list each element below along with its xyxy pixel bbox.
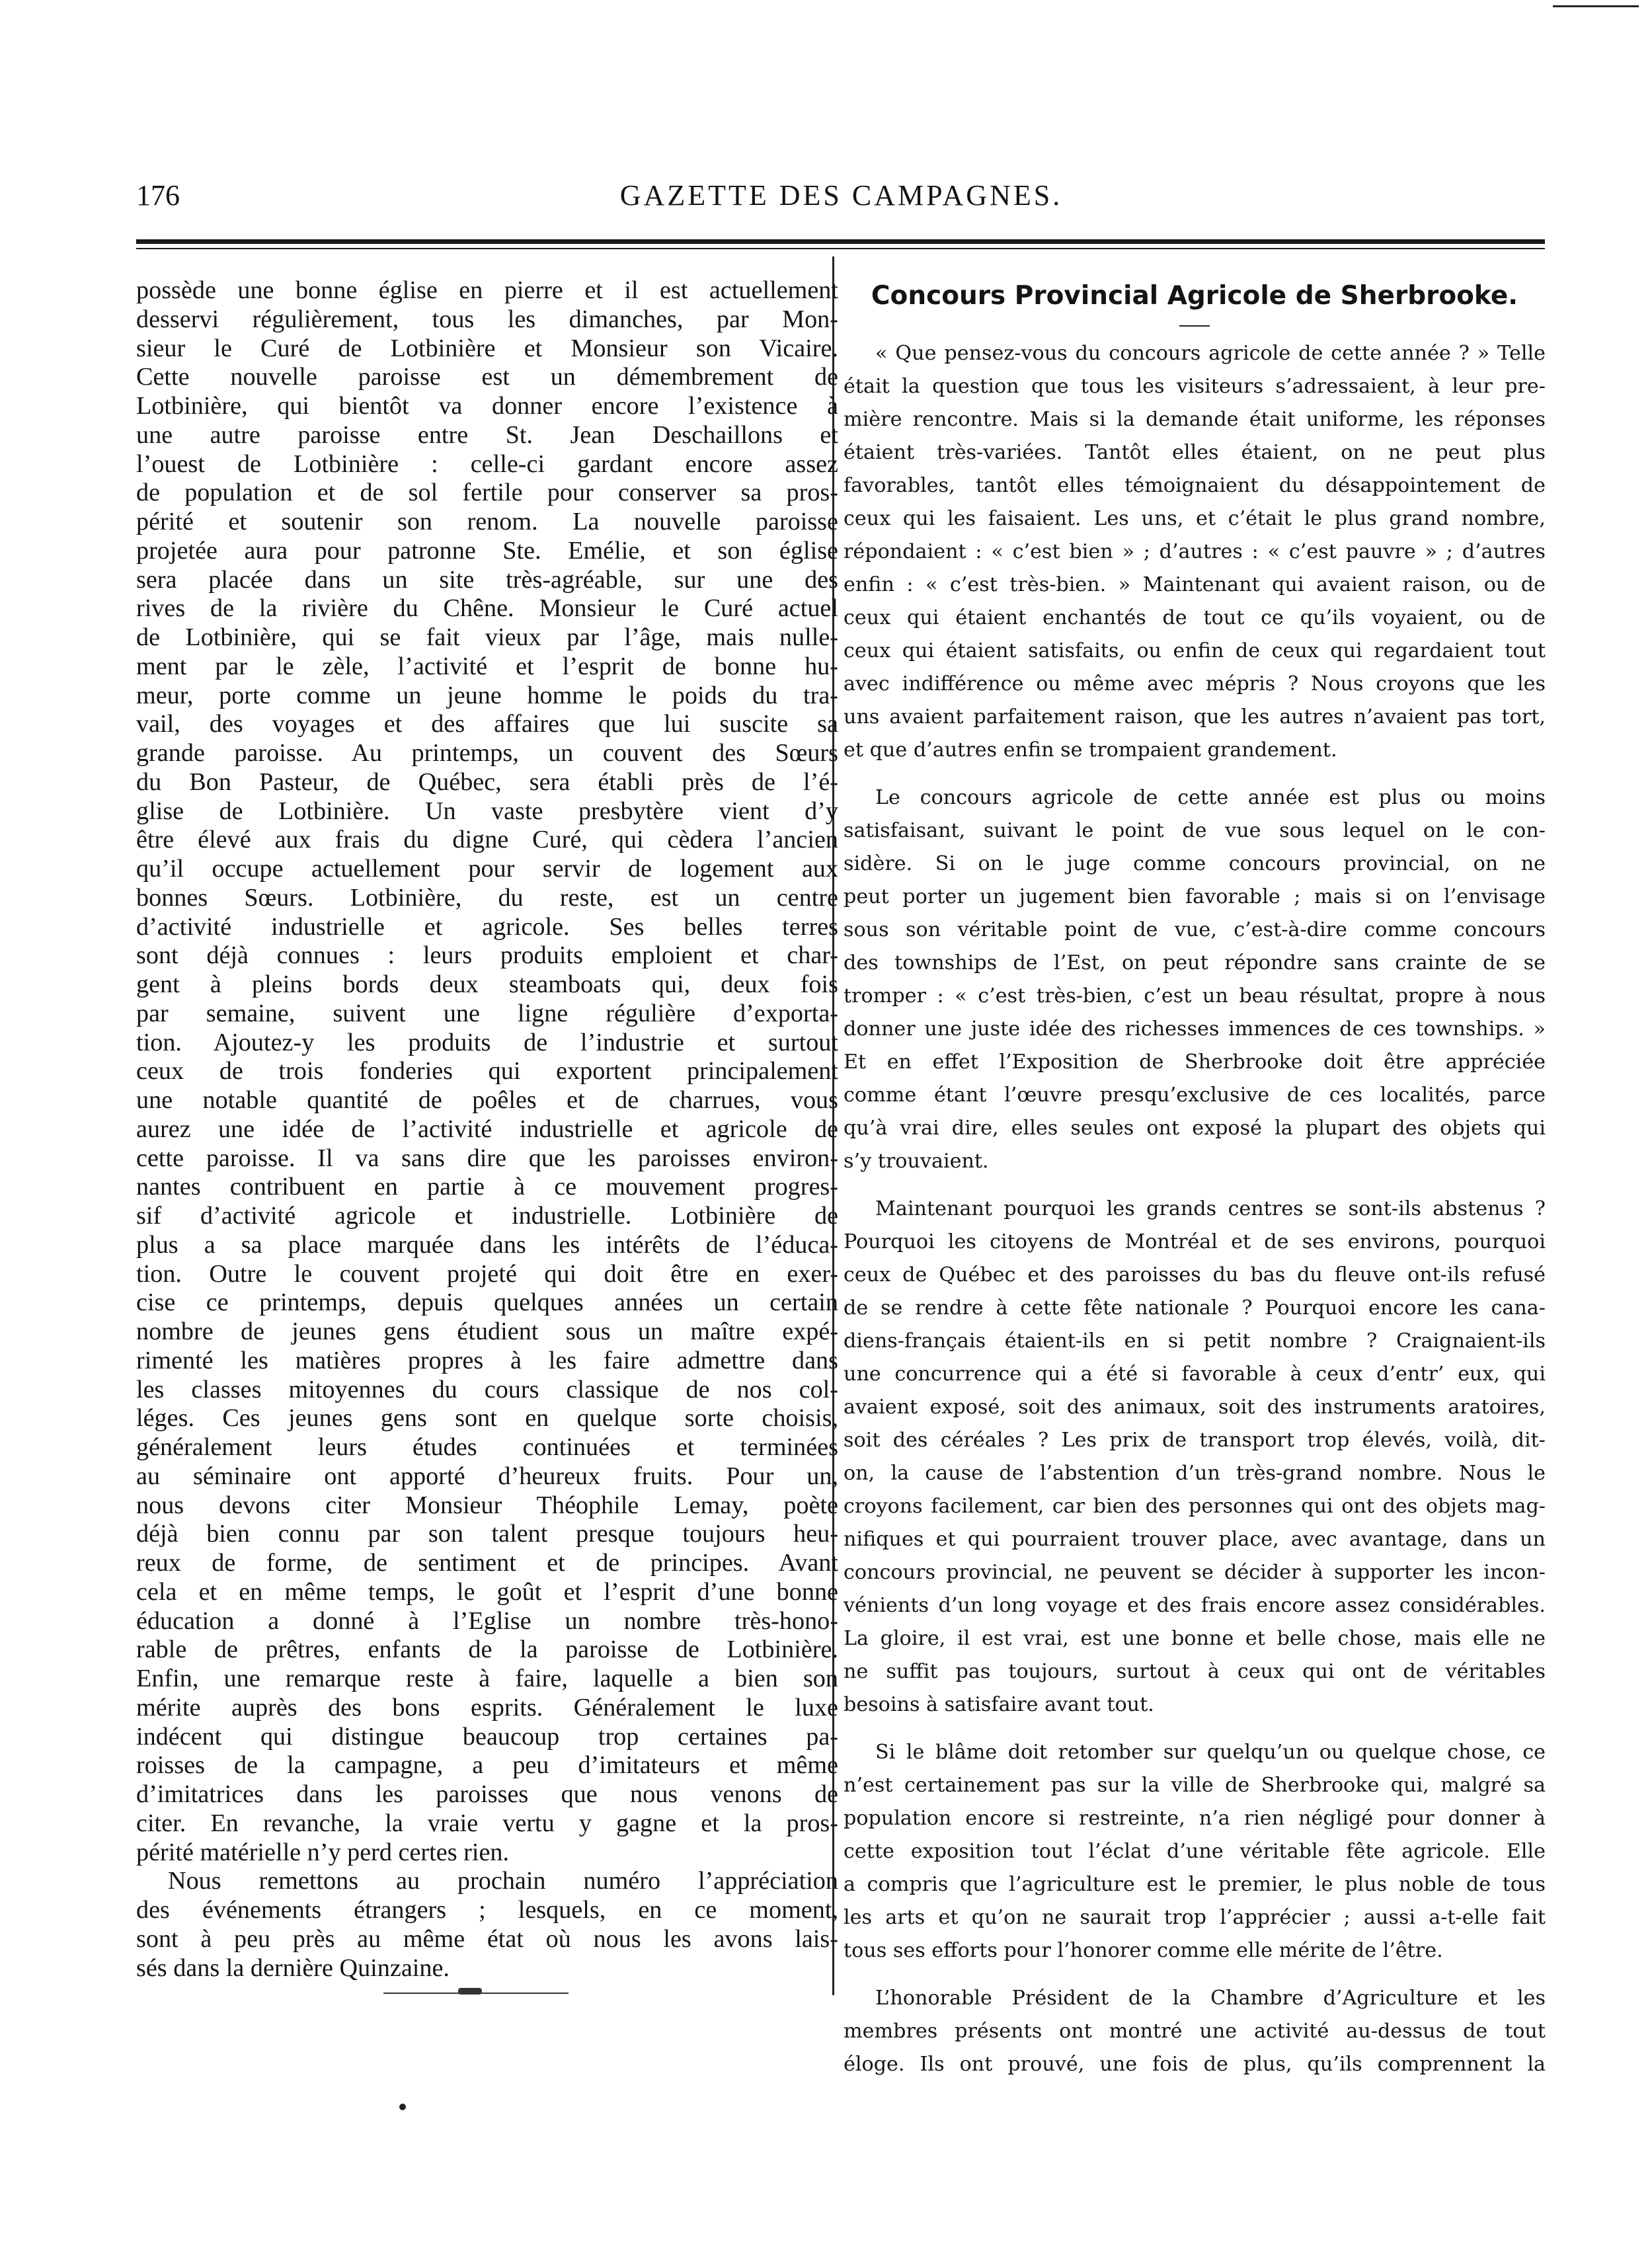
- text-line: satisfaisant, suivant le point de vue sous lequel on le con-: [844, 819, 1546, 842]
- text-line: Et en effet l’Exposition de Sherbrooke doit être appréciée: [844, 1050, 1546, 1074]
- text-line: bonnes Sœurs. Lotbinière, du reste, est un centre: [136, 883, 838, 912]
- text-line: nous devons citer Monsieur Théophile Lemay, poète: [136, 1491, 838, 1519]
- text-line: sous son véritable point de vue, c’est-à-dire comme concours: [844, 918, 1546, 941]
- text-line: on, la cause de l’abstention d’un très-grand nombre. Nous le: [844, 1462, 1546, 1485]
- left-paragraph: [136, 276, 838, 1867]
- text-line: possède une bonne église en pierre et il est actuellement: [136, 276, 838, 304]
- article-paragraph: [844, 1193, 1546, 1721]
- text-line: reux de forme, de sentiment et de principes. Avant: [136, 1549, 838, 1577]
- text-line: favorables, tantôt elles témoignaient du désappointement de: [844, 474, 1546, 497]
- text-line: n’est certainement pas sur la ville de Sherbrooke qui, malgré sa: [844, 1774, 1546, 1797]
- text-line: et que d’autres enfin se trompaient grandement.: [844, 738, 1337, 762]
- text-line: avec indifférence ou même avec mépris ? Nous croyons que les: [844, 672, 1546, 695]
- text-line: sés dans la dernière Quinzaine.: [136, 1954, 450, 1982]
- text-line: sont à peu près au même état où nous les avons lais-: [136, 1924, 838, 1953]
- text-line: roisses de la campagne, a peu d’imitateurs et même: [136, 1751, 838, 1780]
- text-line: ment par le zèle, l’activité et l’esprit de bonne hu-: [136, 652, 838, 680]
- text-line: peut porter un jugement bien favorable ; mais si on l’envisage: [844, 885, 1546, 908]
- text-line: de se rendre à cette fête nationale ? Pourquoi encore les cana-: [844, 1296, 1546, 1320]
- text-line: cette exposition tout l’éclat d’une véritable fête agricole. Elle: [844, 1840, 1546, 1863]
- corner-rule: [1553, 5, 1639, 7]
- text-line: croyons facilement, car bien des personnes qui ont des objets mag-: [844, 1495, 1546, 1518]
- text-line: mérite auprès des bons esprits. Généralement le luxe: [136, 1693, 838, 1721]
- text-line: meur, porte comme un jeune homme le poids du tra-: [136, 681, 838, 709]
- text-line: glise de Lotbinière. Un vaste presbytère vient d’y: [136, 797, 838, 825]
- text-line: ceux qui étaient enchantés de tout ce qu’ils voyaient, ou de: [844, 606, 1546, 629]
- text-line: une concurrence qui a été si favorable à ceux d’entr’ eux, qui: [844, 1363, 1546, 1386]
- text-line: mière rencontre. Mais si la demande était uniforme, les réponses: [844, 408, 1546, 431]
- text-line: périté et soutenir son renom. La nouvelle paroisse: [136, 508, 838, 535]
- text-line: nombre de jeunes gens étudient sous un maître expé-: [136, 1318, 838, 1345]
- text-line: Si le blâme doit retomber sur quelqu’un ou quelque chose, ce: [875, 1741, 1546, 1764]
- text-line: d’activité industrielle et agricole. Ses belles terres: [136, 912, 838, 941]
- text-line: les classes mitoyennes du cours classique de nos col-: [136, 1375, 838, 1403]
- text-line: Pourquoi les citoyens de Montréal et de ses environs, pourquoi: [844, 1230, 1546, 1253]
- text-line: répondaient : « c’est bien » ; d’autres : « c’est pauvre » ; d’autres: [844, 540, 1546, 563]
- end-ornament: [458, 1988, 482, 1995]
- text-line: sera placée dans un site très-agréable, sur une des: [136, 565, 838, 594]
- text-line: périté matérielle n’y perd certes rien.: [136, 1838, 510, 1866]
- article-paragraph: [844, 781, 1546, 1178]
- text-line: soit des céréales ? Les prix de transport trop élevés, voilà, dit-: [844, 1429, 1546, 1452]
- text-line: au séminaire ont apporté d’heureux fruits. Pour un,: [136, 1462, 838, 1490]
- text-line: ceux qui étaient satisfaits, ou enfin de ceux qui regardaient tout: [844, 639, 1546, 662]
- text-line: L’honorable Président de la Chambre d’Agriculture et les: [875, 1987, 1546, 2010]
- text-line: des événements étrangers ; lesquels, en ce moment,: [136, 1896, 838, 1924]
- text-line: vénients d’un long voyage et des frais encore assez considérables.: [844, 1594, 1546, 1617]
- text-line: desservi régulièrement, tous les dimanches, par Mon-: [136, 305, 838, 333]
- text-line: sidère. Si on le juge comme concours provincial, on ne: [844, 852, 1546, 875]
- text-line: qu’il occupe actuellement pour servir de logement aux: [136, 855, 838, 883]
- article-paragraph: [844, 1736, 1546, 1967]
- text-line: rimenté les matières propres à les faire admettre dans: [136, 1346, 838, 1374]
- text-line: éducation a donné à l’Eglise un nombre très-hono-: [136, 1606, 838, 1635]
- article-body: [844, 337, 1546, 2081]
- text-line: tion. Ajoutez-y les produits de l’industrie et surtout: [136, 1028, 838, 1056]
- text-line: qu’à vrai dire, elles seules ont exposé la plupart des objets qui: [844, 1117, 1546, 1140]
- text-line: uns avaient parfaitement raison, que les autres n’avaient pas tort,: [844, 705, 1546, 729]
- text-line: vail, des voyages et des affaires que lui suscite sa: [136, 710, 838, 738]
- text-line: a compris que l’agriculture est le premier, le plus noble de tous: [844, 1873, 1546, 1896]
- text-line: Cette nouvelle paroisse est un démembrement de: [136, 363, 838, 391]
- text-line: cette paroisse. Il va sans dire que les paroisses environ-: [136, 1144, 838, 1172]
- text-line: étaient très-variées. Tantôt elles étaient, on ne peut plus: [844, 441, 1546, 464]
- text-line: concours provincial, ne peuvent se décider à supporter les incon-: [844, 1561, 1546, 1584]
- text-line: nantes contribuent en partie à ce mouvement progres-: [136, 1173, 838, 1201]
- article-title: Concours Provincial Agricole de Sherbrooke.: [871, 281, 1518, 311]
- text-line: ne suffit pas toujours, surtout à ceux qui ont de véritables: [844, 1660, 1546, 1683]
- text-line: tion. Outre le couvent projeté qui doit être en exer-: [136, 1259, 838, 1288]
- page-header: [136, 178, 1546, 216]
- text-line: projetée aura pour patronne Ste. Emélie, et son église: [136, 536, 838, 565]
- text-line: diens-français étaient-ils en si petit nombre ? Craignaient-ils: [844, 1329, 1546, 1353]
- text-line: membres présents ont montré une activité au-dessus de tout: [844, 2020, 1546, 2043]
- text-line: de population et de sol fertile pour conserver sa pros-: [136, 479, 838, 507]
- text-line: généralement leurs études continuées et terminées: [136, 1433, 838, 1461]
- left-paragraph: [136, 1867, 838, 1982]
- text-line: rives de la rivière du Chêne. Monsieur le Curé actuel: [136, 594, 838, 623]
- text-line: ceux de Québec et des paroisses du bas du fleuve ont-ils refusé: [844, 1263, 1546, 1286]
- article-paragraph: [844, 337, 1546, 767]
- text-line: du Bon Pasteur, de Québec, sera établi près de l’é-: [136, 768, 838, 796]
- text-line: déjà bien connu par son talent presque toujours heu-: [136, 1520, 838, 1548]
- text-line: ceux de trois fonderies qui exportent principalement: [136, 1057, 838, 1086]
- text-line: besoins à satisfaire avant tout.: [844, 1693, 1154, 1716]
- text-line: Enfin, une remarque reste à faire, laquelle a bien son: [136, 1665, 838, 1692]
- text-line: d’imitatrices dans les paroisses que nous venons de: [136, 1780, 838, 1808]
- text-line: l’ouest de Lotbinière : celle-ci gardant encore assez: [136, 450, 838, 478]
- text-line: ceux qui les faisaient. Les uns, et c’était le plus grand nombre,: [844, 507, 1546, 530]
- text-line: tromper : « c’est très-bien, c’est un beau résultat, propre à nous: [844, 984, 1546, 1008]
- text-line: léges. Ces jeunes gens sont en quelque sorte choisis,: [136, 1404, 838, 1433]
- text-line: sif d’activité agricole et industrielle. Lotbinière de: [136, 1202, 838, 1230]
- text-line: Maintenant pourquoi les grands centres se sont-ils abstenus ?: [875, 1197, 1546, 1220]
- text-line: sont déjà connues : leurs produits emploient et char-: [136, 941, 838, 970]
- running-title: GAZETTE DES CAMPAGNES.: [619, 179, 1063, 212]
- text-line: enfin : « c’est très-bien. » Maintenant qui avaient raison, ou de: [844, 573, 1546, 596]
- text-line: une notable quantité de poêles et de charrues, vous: [136, 1086, 838, 1114]
- text-line: « Que pensez-vous du concours agricole de cette année ? » Telle: [875, 342, 1546, 365]
- text-line: population encore si restreinte, n’a rien négligé pour donner à: [844, 1807, 1546, 1830]
- text-line: éloge. Ils ont prouvé, une fois de plus, qu’ils comprennent la: [844, 2053, 1546, 2076]
- page-number: 176: [136, 179, 180, 212]
- text-line: Lotbinière, qui bientôt va donner encore l’existence à: [136, 392, 838, 420]
- text-line: était la question que tous les visiteurs s’adressaient, à leur pre-: [844, 375, 1546, 398]
- text-line: par semaine, suivent une ligne régulière d’exporta-: [136, 999, 838, 1027]
- text-line: les arts et qu’on ne saurait trop l’apprécier ; aussi a-t-elle fait: [844, 1906, 1546, 1929]
- text-line: une autre paroisse entre St. Jean Deschaillons et: [136, 420, 838, 449]
- text-line: sieur le Curé de Lotbinière et Monsieur son Vicaire.: [136, 334, 838, 362]
- right-column: [844, 276, 1546, 2253]
- text-line: indécent qui distingue beaucoup trop certaines pa-: [136, 1722, 838, 1751]
- header-double-rule: [136, 239, 1545, 249]
- text-line: plus a sa place marquée dans les intérêts de l’éduca-: [136, 1230, 838, 1259]
- text-line: s’y trouvaient.: [844, 1150, 989, 1173]
- text-line: cise ce printemps, depuis quelques années un certain: [136, 1288, 838, 1317]
- ink-dot: [399, 2104, 406, 2110]
- text-line: des townships de l’Est, on peut répondre sans crainte de se: [844, 951, 1546, 974]
- text-line: comme étant l’œuvre presqu’exclusive de ces localités, parce: [844, 1084, 1546, 1107]
- text-line: rable de prêtres, enfants de la paroisse de Lotbinière.: [136, 1636, 838, 1664]
- text-line: avaient exposé, soit des animaux, soit des instruments aratoires,: [844, 1396, 1546, 1419]
- text-line: tous ses efforts pour l’honorer comme elle mérite de l’être.: [844, 1939, 1443, 1962]
- text-line: être élevé aux frais du digne Curé, qui cèdera l’ancien: [136, 826, 838, 854]
- text-line: grande paroisse. Au printemps, un couvent des Sœurs: [136, 739, 838, 767]
- text-line: aurez une idée de l’activité industrielle et agricole de: [136, 1115, 838, 1143]
- text-line: gent à pleins bords deux steamboats qui, deux fois: [136, 970, 838, 998]
- left-column: [136, 276, 838, 1982]
- text-line: Nous remettons au prochain numéro l’appréciation: [168, 1867, 838, 1895]
- text-line: cela et en même temps, le goût et l’esprit d’une bonne: [136, 1577, 838, 1606]
- title-dash: [1179, 325, 1210, 327]
- text-line: de Lotbinière, qui se fait vieux par l’âge, mais nulle-: [136, 623, 838, 651]
- text-line: donner une juste idée des richesses immences de ces townships. »: [844, 1017, 1546, 1041]
- text-line: Le concours agricole de cette année est plus ou moins: [875, 786, 1546, 809]
- text-line: La gloire, il est vrai, est une bonne et belle chose, mais elle ne: [844, 1627, 1546, 1650]
- article-paragraph: [844, 1982, 1546, 2081]
- text-line: nifiques et qui pourraient trouver place, avec avantage, dans un: [844, 1528, 1546, 1551]
- text-line: citer. En revanche, la vraie vertu y gagne et la pros-: [136, 1809, 838, 1837]
